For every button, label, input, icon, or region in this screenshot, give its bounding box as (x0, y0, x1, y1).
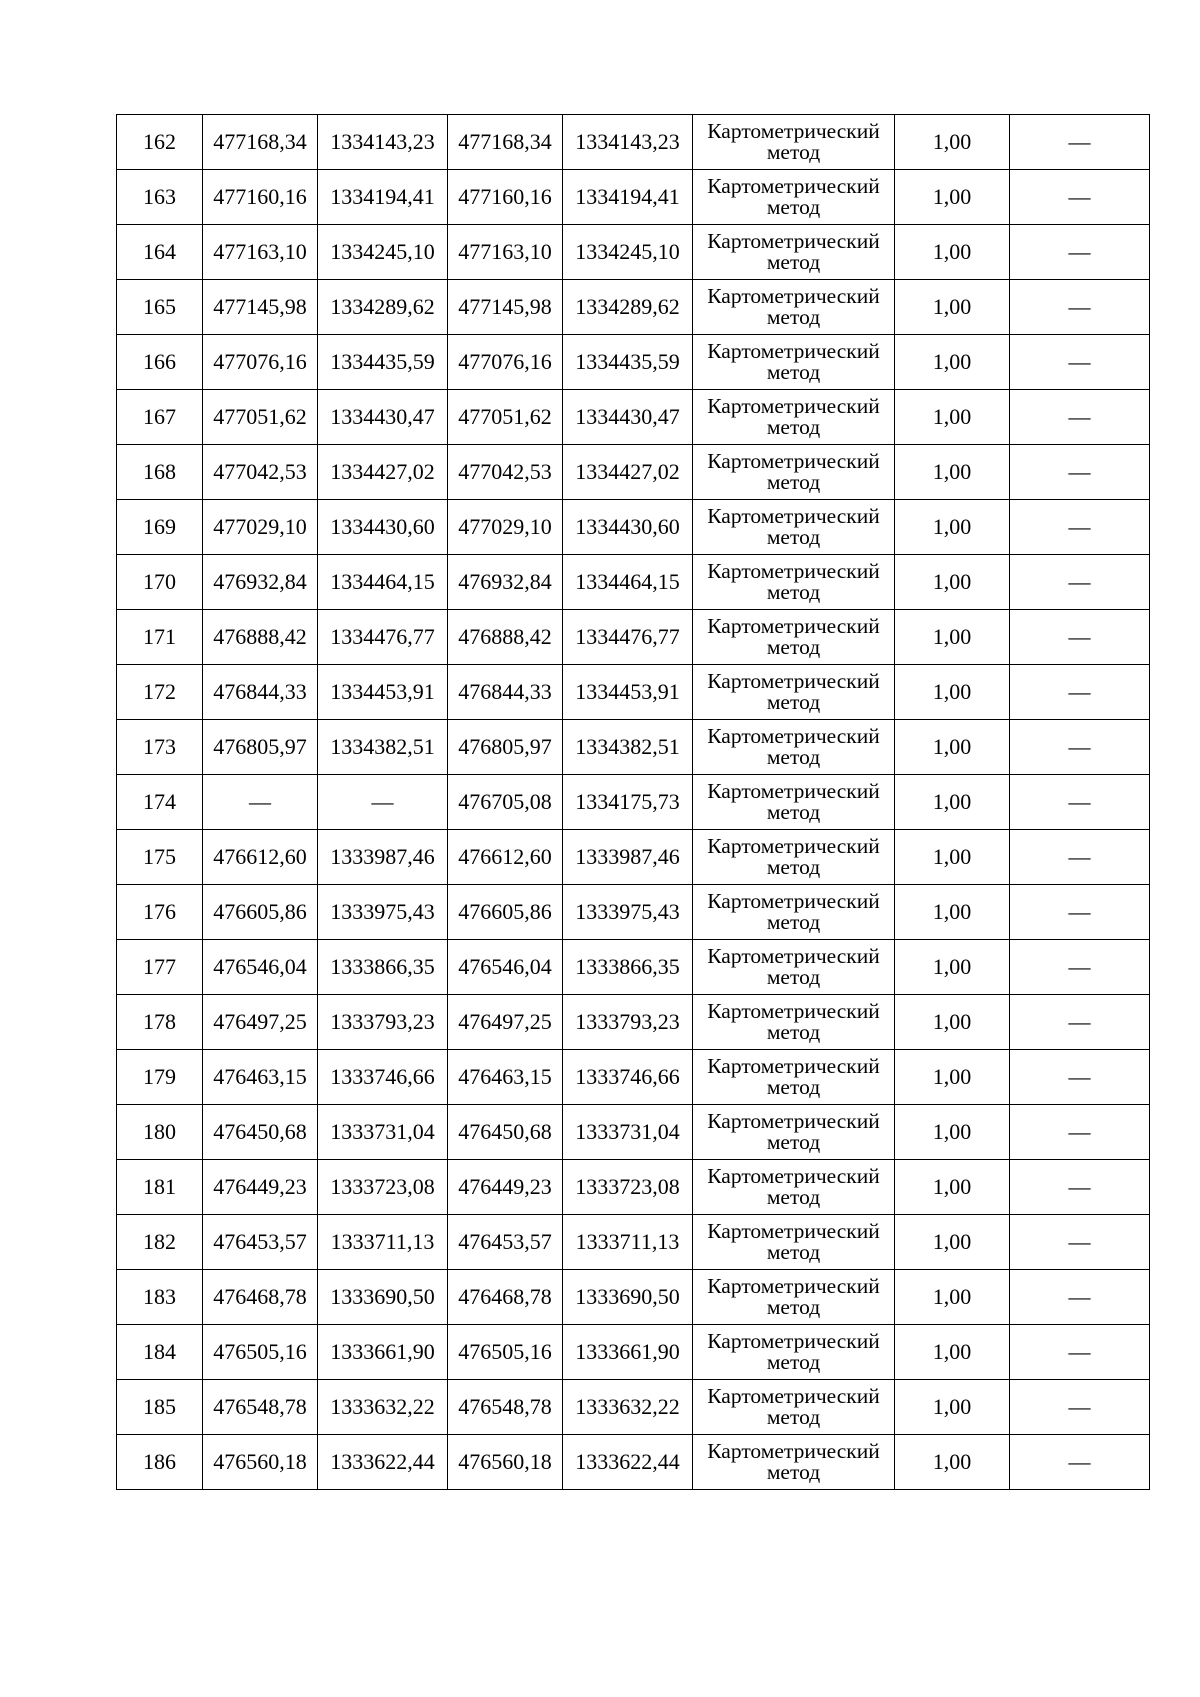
method-cell (693, 1215, 895, 1270)
refined-y-cell: 1334245,10 (563, 225, 693, 280)
note-cell: — (1010, 555, 1150, 610)
existing-x-cell: — (203, 775, 318, 830)
existing-y-cell: 1333746,66 (318, 1050, 448, 1105)
method-line-2: метод (766, 1130, 821, 1154)
accuracy-cell: 1,00 (895, 280, 1010, 335)
note-cell: — (1010, 1105, 1150, 1160)
existing-y-cell: 1333632,22 (318, 1380, 448, 1435)
accuracy-cell: 1,00 (895, 170, 1010, 225)
existing-y-cell: 1334464,15 (318, 555, 448, 610)
note-cell: — (1010, 720, 1150, 775)
method-line-1: Картометрический (707, 503, 880, 528)
table-row (117, 1325, 1150, 1380)
method-line-1: Картометрический (707, 393, 880, 418)
method-line-1: Картометрический (707, 1383, 880, 1408)
method-line-1: Картометрический (707, 613, 880, 638)
method-line-2: метод (766, 1185, 821, 1209)
note-cell: — (1010, 775, 1150, 830)
method-line-1: Картометрический (707, 833, 880, 858)
refined-x-cell: 476505,16 (448, 1325, 563, 1380)
table-row (117, 390, 1150, 445)
accuracy-cell: 1,00 (895, 445, 1010, 500)
table-row (117, 830, 1150, 885)
note-cell: — (1010, 390, 1150, 445)
refined-y-cell: 1333711,13 (563, 1215, 693, 1270)
method-line-2: метод (766, 470, 821, 494)
point-number-cell: 164 (117, 225, 203, 280)
method-line-2: метод (766, 305, 821, 329)
accuracy-cell: 1,00 (895, 1105, 1010, 1160)
existing-x-cell: 477145,98 (203, 280, 318, 335)
refined-y-cell: 1334430,60 (563, 500, 693, 555)
point-number-cell: 169 (117, 500, 203, 555)
refined-x-cell: 476844,33 (448, 665, 563, 720)
point-number-cell: 174 (117, 775, 203, 830)
refined-y-cell: 1334194,41 (563, 170, 693, 225)
note-cell: — (1010, 940, 1150, 995)
refined-y-cell: 1334453,91 (563, 665, 693, 720)
coordinates-table (116, 114, 1150, 1490)
method-line-1: Картометрический (707, 1163, 880, 1188)
refined-y-cell: 1333793,23 (563, 995, 693, 1050)
note-cell: — (1010, 500, 1150, 555)
existing-x-cell: 476548,78 (203, 1380, 318, 1435)
accuracy-cell: 1,00 (895, 1325, 1010, 1380)
document-page (116, 114, 1150, 1490)
refined-x-cell: 476888,42 (448, 610, 563, 665)
method-line-2: метод (766, 195, 821, 219)
method-line-2: метод (766, 525, 821, 549)
method-line-1: Картометрический (707, 778, 880, 803)
existing-y-cell: 1333622,44 (318, 1435, 448, 1490)
existing-y-cell: 1334143,23 (318, 115, 448, 170)
method-line-1: Картометрический (707, 448, 880, 473)
existing-y-cell: 1334430,47 (318, 390, 448, 445)
point-number-cell: 178 (117, 995, 203, 1050)
method-cell (693, 1270, 895, 1325)
note-cell: — (1010, 1435, 1150, 1490)
refined-y-cell: 1334175,73 (563, 775, 693, 830)
refined-y-cell: 1334430,47 (563, 390, 693, 445)
refined-y-cell: 1333746,66 (563, 1050, 693, 1105)
existing-x-cell: 476468,78 (203, 1270, 318, 1325)
point-number-cell: 170 (117, 555, 203, 610)
existing-x-cell: 476844,33 (203, 665, 318, 720)
existing-y-cell: 1334453,91 (318, 665, 448, 720)
method-line-2: метод (766, 1295, 821, 1319)
note-cell: — (1010, 280, 1150, 335)
method-cell (693, 225, 895, 280)
coordinates-table-body (117, 115, 1150, 1490)
existing-x-cell: 476560,18 (203, 1435, 318, 1490)
method-line-1: Картометрический (707, 1053, 880, 1078)
method-line-1: Картометрический (707, 173, 880, 198)
method-line-2: метод (766, 415, 821, 439)
accuracy-cell: 1,00 (895, 610, 1010, 665)
point-number-cell: 184 (117, 1325, 203, 1380)
note-cell: — (1010, 1160, 1150, 1215)
note-cell: — (1010, 445, 1150, 500)
accuracy-cell: 1,00 (895, 1160, 1010, 1215)
existing-y-cell: 1333661,90 (318, 1325, 448, 1380)
note-cell: — (1010, 170, 1150, 225)
method-cell (693, 720, 895, 775)
existing-x-cell: 477076,16 (203, 335, 318, 390)
accuracy-cell: 1,00 (895, 1435, 1010, 1490)
accuracy-cell: 1,00 (895, 1050, 1010, 1105)
method-line-2: метод (766, 580, 821, 604)
method-line-2: метод (766, 855, 821, 879)
refined-x-cell: 477076,16 (448, 335, 563, 390)
note-cell: — (1010, 610, 1150, 665)
table-row (117, 995, 1150, 1050)
refined-x-cell: 476548,78 (448, 1380, 563, 1435)
table-row (117, 1050, 1150, 1105)
refined-x-cell: 476805,97 (448, 720, 563, 775)
method-cell (693, 1105, 895, 1160)
accuracy-cell: 1,00 (895, 115, 1010, 170)
method-line-2: метод (766, 690, 821, 714)
table-row (117, 115, 1150, 170)
method-line-1: Картометрический (707, 1218, 880, 1243)
existing-x-cell: 476463,15 (203, 1050, 318, 1105)
method-cell (693, 830, 895, 885)
refined-x-cell: 476453,57 (448, 1215, 563, 1270)
note-cell: — (1010, 1325, 1150, 1380)
method-line-1: Картометрический (707, 118, 880, 143)
existing-x-cell: 477051,62 (203, 390, 318, 445)
table-row (117, 610, 1150, 665)
table-row (117, 445, 1150, 500)
existing-x-cell: 476453,57 (203, 1215, 318, 1270)
table-row (117, 1380, 1150, 1435)
existing-x-cell: 476546,04 (203, 940, 318, 995)
accuracy-cell: 1,00 (895, 775, 1010, 830)
existing-x-cell: 477163,10 (203, 225, 318, 280)
method-line-2: метод (766, 360, 821, 384)
refined-y-cell: 1333661,90 (563, 1325, 693, 1380)
method-cell (693, 1325, 895, 1380)
point-number-cell: 181 (117, 1160, 203, 1215)
method-line-1: Картометрический (707, 558, 880, 583)
refined-x-cell: 477160,16 (448, 170, 563, 225)
table-row (117, 170, 1150, 225)
point-number-cell: 185 (117, 1380, 203, 1435)
point-number-cell: 180 (117, 1105, 203, 1160)
accuracy-cell: 1,00 (895, 830, 1010, 885)
accuracy-cell: 1,00 (895, 995, 1010, 1050)
refined-y-cell: 1333723,08 (563, 1160, 693, 1215)
point-number-cell: 163 (117, 170, 203, 225)
existing-x-cell: 476888,42 (203, 610, 318, 665)
note-cell: — (1010, 830, 1150, 885)
method-line-2: метод (766, 965, 821, 989)
note-cell: — (1010, 335, 1150, 390)
existing-y-cell: 1333711,13 (318, 1215, 448, 1270)
table-row (117, 1215, 1150, 1270)
refined-x-cell: 476546,04 (448, 940, 563, 995)
method-line-2: метод (766, 800, 821, 824)
refined-x-cell: 476605,86 (448, 885, 563, 940)
existing-x-cell: 477168,34 (203, 115, 318, 170)
table-row (117, 280, 1150, 335)
method-line-2: метод (766, 910, 821, 934)
point-number-cell: 173 (117, 720, 203, 775)
accuracy-cell: 1,00 (895, 225, 1010, 280)
method-cell (693, 335, 895, 390)
existing-x-cell: 477042,53 (203, 445, 318, 500)
existing-y-cell: 1334289,62 (318, 280, 448, 335)
refined-x-cell: 477163,10 (448, 225, 563, 280)
existing-y-cell: 1333866,35 (318, 940, 448, 995)
accuracy-cell: 1,00 (895, 720, 1010, 775)
method-line-1: Картометрический (707, 723, 880, 748)
method-cell (693, 995, 895, 1050)
refined-y-cell: 1334382,51 (563, 720, 693, 775)
existing-y-cell: 1333723,08 (318, 1160, 448, 1215)
accuracy-cell: 1,00 (895, 335, 1010, 390)
table-row (117, 665, 1150, 720)
method-line-1: Картометрический (707, 228, 880, 253)
point-number-cell: 179 (117, 1050, 203, 1105)
existing-x-cell: 476605,86 (203, 885, 318, 940)
refined-x-cell: 477029,10 (448, 500, 563, 555)
point-number-cell: 167 (117, 390, 203, 445)
accuracy-cell: 1,00 (895, 500, 1010, 555)
refined-y-cell: 1333690,50 (563, 1270, 693, 1325)
existing-x-cell: 477160,16 (203, 170, 318, 225)
method-cell (693, 280, 895, 335)
note-cell: — (1010, 1270, 1150, 1325)
refined-x-cell: 477042,53 (448, 445, 563, 500)
refined-y-cell: 1333622,44 (563, 1435, 693, 1490)
existing-x-cell: 477029,10 (203, 500, 318, 555)
refined-x-cell: 477168,34 (448, 115, 563, 170)
refined-x-cell: 476463,15 (448, 1050, 563, 1105)
accuracy-cell: 1,00 (895, 665, 1010, 720)
refined-x-cell: 476705,08 (448, 775, 563, 830)
method-cell (693, 610, 895, 665)
method-line-1: Картометрический (707, 1108, 880, 1133)
table-row (117, 1435, 1150, 1490)
refined-y-cell: 1333987,46 (563, 830, 693, 885)
refined-y-cell: 1334289,62 (563, 280, 693, 335)
existing-y-cell: 1333690,50 (318, 1270, 448, 1325)
existing-y-cell: 1334430,60 (318, 500, 448, 555)
method-cell (693, 390, 895, 445)
point-number-cell: 186 (117, 1435, 203, 1490)
method-cell (693, 940, 895, 995)
refined-y-cell: 1333866,35 (563, 940, 693, 995)
method-line-2: метод (766, 1350, 821, 1374)
existing-x-cell: 476450,68 (203, 1105, 318, 1160)
existing-y-cell: 1333731,04 (318, 1105, 448, 1160)
method-cell (693, 775, 895, 830)
method-line-1: Картометрический (707, 338, 880, 363)
existing-y-cell: 1334245,10 (318, 225, 448, 280)
refined-x-cell: 476932,84 (448, 555, 563, 610)
refined-x-cell: 476612,60 (448, 830, 563, 885)
method-line-2: метод (766, 140, 821, 164)
point-number-cell: 171 (117, 610, 203, 665)
note-cell: — (1010, 1215, 1150, 1270)
method-line-2: метод (766, 1020, 821, 1044)
accuracy-cell: 1,00 (895, 555, 1010, 610)
table-row (117, 885, 1150, 940)
table-row (117, 335, 1150, 390)
point-number-cell: 168 (117, 445, 203, 500)
table-row (117, 1270, 1150, 1325)
refined-x-cell: 477051,62 (448, 390, 563, 445)
method-line-2: метод (766, 1460, 821, 1484)
method-cell (693, 445, 895, 500)
refined-x-cell: 476450,68 (448, 1105, 563, 1160)
existing-x-cell: 476932,84 (203, 555, 318, 610)
method-cell (693, 115, 895, 170)
existing-y-cell: 1334435,59 (318, 335, 448, 390)
existing-x-cell: 476497,25 (203, 995, 318, 1050)
table-row (117, 1160, 1150, 1215)
existing-y-cell: — (318, 775, 448, 830)
method-cell (693, 1160, 895, 1215)
existing-x-cell: 476449,23 (203, 1160, 318, 1215)
method-line-2: метод (766, 1075, 821, 1099)
method-line-2: метод (766, 250, 821, 274)
table-row (117, 225, 1150, 280)
table-row (117, 1105, 1150, 1160)
existing-x-cell: 476612,60 (203, 830, 318, 885)
method-line-2: метод (766, 635, 821, 659)
refined-y-cell: 1334427,02 (563, 445, 693, 500)
method-cell (693, 665, 895, 720)
method-line-1: Картометрический (707, 283, 880, 308)
existing-y-cell: 1333975,43 (318, 885, 448, 940)
method-line-1: Картометрический (707, 1328, 880, 1353)
refined-y-cell: 1334476,77 (563, 610, 693, 665)
note-cell: — (1010, 1380, 1150, 1435)
refined-y-cell: 1333975,43 (563, 885, 693, 940)
table-row (117, 555, 1150, 610)
existing-x-cell: 476805,97 (203, 720, 318, 775)
refined-x-cell: 476497,25 (448, 995, 563, 1050)
point-number-cell: 172 (117, 665, 203, 720)
existing-y-cell: 1334476,77 (318, 610, 448, 665)
method-line-2: метод (766, 745, 821, 769)
method-cell (693, 1380, 895, 1435)
note-cell: — (1010, 885, 1150, 940)
point-number-cell: 175 (117, 830, 203, 885)
refined-x-cell: 476560,18 (448, 1435, 563, 1490)
point-number-cell: 176 (117, 885, 203, 940)
accuracy-cell: 1,00 (895, 1380, 1010, 1435)
method-line-1: Картометрический (707, 998, 880, 1023)
refined-y-cell: 1333632,22 (563, 1380, 693, 1435)
method-cell (693, 1050, 895, 1105)
method-line-1: Картометрический (707, 888, 880, 913)
refined-y-cell: 1334435,59 (563, 335, 693, 390)
method-line-1: Картометрический (707, 1273, 880, 1298)
refined-x-cell: 477145,98 (448, 280, 563, 335)
existing-x-cell: 476505,16 (203, 1325, 318, 1380)
accuracy-cell: 1,00 (895, 1270, 1010, 1325)
refined-y-cell: 1334464,15 (563, 555, 693, 610)
note-cell: — (1010, 115, 1150, 170)
point-number-cell: 182 (117, 1215, 203, 1270)
refined-x-cell: 476468,78 (448, 1270, 563, 1325)
accuracy-cell: 1,00 (895, 940, 1010, 995)
existing-y-cell: 1333987,46 (318, 830, 448, 885)
method-cell (693, 885, 895, 940)
note-cell: — (1010, 995, 1150, 1050)
note-cell: — (1010, 225, 1150, 280)
table-row (117, 940, 1150, 995)
method-cell (693, 555, 895, 610)
method-line-1: Картометрический (707, 943, 880, 968)
existing-y-cell: 1334427,02 (318, 445, 448, 500)
method-line-1: Картометрический (707, 1438, 880, 1463)
existing-y-cell: 1334382,51 (318, 720, 448, 775)
point-number-cell: 165 (117, 280, 203, 335)
refined-y-cell: 1334143,23 (563, 115, 693, 170)
table-row (117, 720, 1150, 775)
method-line-2: метод (766, 1405, 821, 1429)
accuracy-cell: 1,00 (895, 1215, 1010, 1270)
note-cell: — (1010, 1050, 1150, 1105)
refined-x-cell: 476449,23 (448, 1160, 563, 1215)
accuracy-cell: 1,00 (895, 885, 1010, 940)
table-row (117, 775, 1150, 830)
method-cell (693, 170, 895, 225)
method-line-2: метод (766, 1240, 821, 1264)
note-cell: — (1010, 665, 1150, 720)
method-line-1: Картометрический (707, 668, 880, 693)
existing-y-cell: 1334194,41 (318, 170, 448, 225)
accuracy-cell: 1,00 (895, 390, 1010, 445)
refined-y-cell: 1333731,04 (563, 1105, 693, 1160)
point-number-cell: 166 (117, 335, 203, 390)
method-cell (693, 500, 895, 555)
method-cell (693, 1435, 895, 1490)
point-number-cell: 162 (117, 115, 203, 170)
table-row (117, 500, 1150, 555)
point-number-cell: 183 (117, 1270, 203, 1325)
existing-y-cell: 1333793,23 (318, 995, 448, 1050)
point-number-cell: 177 (117, 940, 203, 995)
